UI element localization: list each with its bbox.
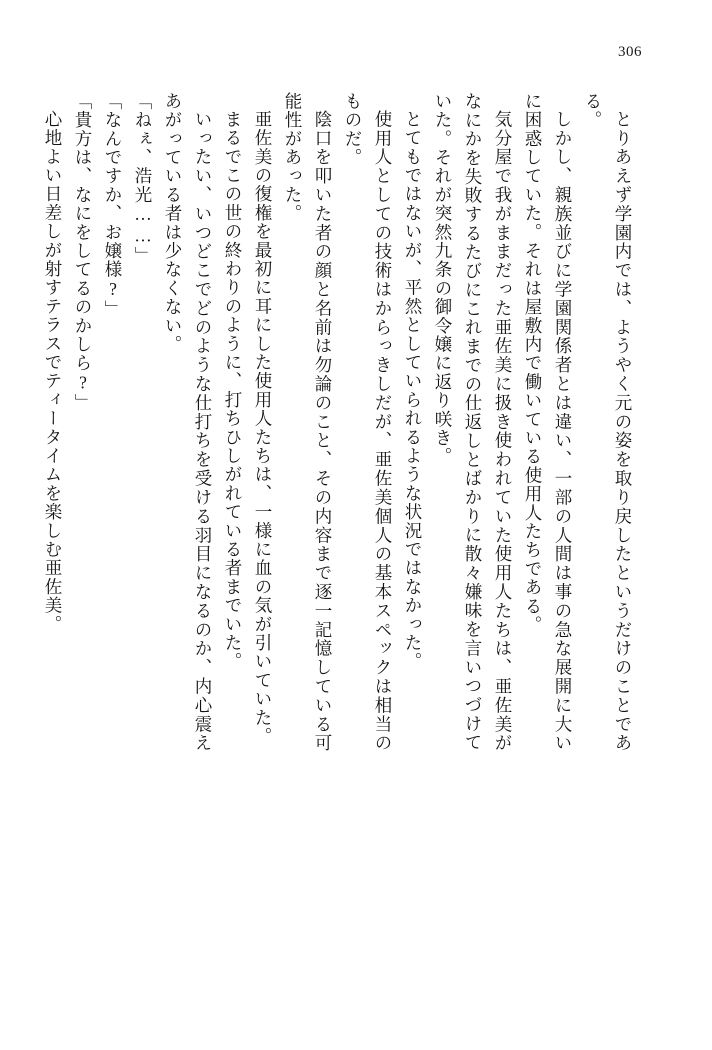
body-paragraph: とりあえず学園内では、ようやく元の姿を取り戻したというだけのことである。: [583, 92, 633, 752]
body-paragraph: 亜佐美の復権を最初に耳にした使用人たちは、一様に血の気が引いていた。: [253, 109, 273, 746]
body-paragraph: しかし、親族並びに学園関係者とは違い、一部の人間は事の急な展開に大いに困惑していた。それは屋敷内で働いている使用人たちである。: [523, 92, 573, 752]
body-paragraph: 使用人としての技術はからっきしだが、亜佐美個人の基本スペックは相当のものだ。: [343, 92, 393, 752]
dialogue-line: 「貴方は、なにをしてるのかしら?」: [73, 92, 93, 413]
body-text: [43, 92, 638, 752]
body-paragraph: 心地よい日差しが射すテラスでティータイムを楽しむ亜佐美。: [43, 109, 63, 634]
body-paragraph: 気分屋で我がままだった亜佐美に扱き使われていた使用人たちは、亜佐美がなにかを失敗するたびにこれまでの仕返しとばかりに散々嫌味を言いつづけていた。それが突然九条の御令嬢に返り咲き。: [433, 92, 513, 752]
body-paragraph: まるでこの世の終わりのように、打ちひしがれている者までいた。: [223, 109, 243, 671]
body-paragraph: とてもではないが、平然としていられるような状況ではなかった。: [403, 109, 423, 671]
dialogue-line: 「ねぇ、浩光……」: [133, 92, 153, 266]
dialogue-line: 「なんですか、お嬢様?」: [103, 92, 123, 319]
page-number: 306: [618, 44, 642, 60]
body-paragraph: いったい、いつどこでどのような仕打ちを受ける羽目になるのか、内心震えあがっている者は少なくない。: [163, 92, 213, 752]
body-paragraph: 陰口を叩いた者の顔と名前は勿論のこと、その内容まで逐一記憶している可能性があった。: [283, 92, 333, 752]
